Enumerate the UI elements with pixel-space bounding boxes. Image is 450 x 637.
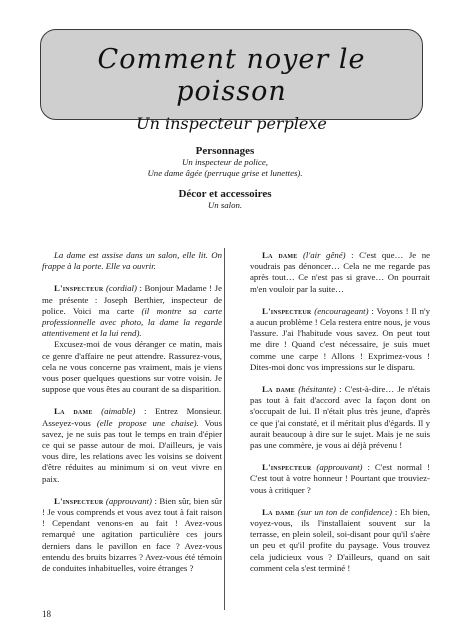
line-text: Vous savez, je ne suis pas tout le temps en train d'épier ce qui se passe autour de moi. D'ailleurs, je vais vous dire, les relations avec les voisins se doivent d'être réduites au minimum si on veut vivre en paix.	[42, 417, 222, 484]
dialogue-paragraph	[42, 496, 222, 574]
page-subtitle: Un inspecteur perplexe	[136, 114, 327, 133]
speaker-name: L'inspecteur	[262, 462, 312, 473]
dialogue-paragraph	[250, 384, 430, 451]
line-text: : C'est que… Je ne voudrais pas dénoncer… Cela ne me regarde pas après tout… Ce n'est pas si grave… On pourrait m'en vouloir par la suite…	[250, 250, 431, 294]
speaker-name: L'inspecteur	[54, 495, 104, 506]
dialogue-paragraph: Excusez-moi de vous déranger ce matin, mais ce genre d'affaire ne peut attendre. Rassurez-vous, cela ne vous concerne pas vraiment, mais je viens vous poser quelques questions sur votre voisin. Je suppose que vous êtes au courant de sa disparition.	[42, 339, 222, 395]
stage-note: (hésitante)	[298, 384, 336, 395]
dialogue-paragraph	[250, 306, 430, 373]
stage-note: (approuvant)	[105, 495, 152, 506]
stage-note: (l'air gêné)	[303, 250, 346, 260]
stage-note: (cordial)	[105, 283, 137, 294]
dialogue-paragraph	[250, 507, 430, 574]
cast-item: Une dame âgée (perruque grise et lunettes).	[147, 168, 303, 178]
stage-direction: La dame est assise dans un salon, elle lit. On frappe à la porte. Elle va ouvrir.	[42, 250, 222, 272]
stage-note: (il montre sa carte professionnelle avec photo, la dame la regarde attentivement et la lui rend).	[42, 305, 222, 339]
dialogue-paragraph	[250, 462, 430, 496]
page-title: Comment noyer le poisson	[97, 44, 366, 107]
speaker-name: La dame	[262, 250, 298, 260]
speaker-name: L'inspecteur	[262, 305, 312, 316]
title-banner	[40, 29, 423, 133]
right-column	[250, 250, 430, 585]
speaker-name: La dame	[262, 506, 295, 517]
cast-heading: Personnages	[195, 145, 255, 157]
dialogue-paragraph	[42, 406, 222, 484]
speaker-name: L'inspecteur	[54, 283, 104, 294]
left-column	[42, 250, 222, 585]
line-text: : Voyons ! Il n'y a aucun problème ! Cela restera entre nous, je vous l'assure. J'ai l'habitude vous savez. On peut tout me dire ! Quand c'est nécessaire, je suis muet comme une carpe ! Allons ! Exprimez-vous ! Dites-moi donc vos impressions sur le disparu.	[250, 305, 431, 372]
page-number: 18	[42, 609, 51, 619]
stage-note: (approuvant)	[316, 462, 363, 473]
setting-heading: Décor et accessoires	[178, 188, 272, 200]
stage-note: (encourageant)	[314, 305, 369, 316]
line-text: : Eh bien, voyez-vous, ils l'installaient souvent sur la terrasse, en plein soleil, soi-disant pour qu'il s'aère un peu et qu'il profite du paysage. Vous trouvez cela judicieux vous ? D'ailleurs, quand on sait comment cela s'est terminé !	[250, 506, 430, 573]
line-text: : C'est-à-dire… Je n'étais pas tout à fait d'accord avec la façon dont on s'occupait de lui. Il n'était plus très jeune, d'après ce que j'ai constaté, et il méritait plus d'égards. Il y aurait beaucoup à dire sur le sujet. Mais je ne suis pas une commère, je vous ai déjà prévenu !	[250, 384, 430, 451]
cast-section	[60, 146, 390, 211]
column-divider	[224, 248, 225, 610]
line-text: : Bonjour Madame ! Je me présente : Joseph Berthier, inspecteur de police. Voici ma carte	[42, 283, 222, 316]
stage-note: (sur un ton de confidence)	[297, 506, 393, 517]
stage-note: (elle propose une chaise).	[96, 417, 199, 428]
speaker-name: La dame	[54, 406, 93, 417]
line-text: : Entrez Monsieur. Asseyez-vous	[42, 406, 222, 428]
dialogue-paragraph	[250, 250, 430, 295]
dialogue-paragraph	[42, 283, 222, 339]
cast-item: Un inspecteur de police,	[182, 157, 268, 167]
setting-text: Un salon.	[207, 200, 243, 210]
line-text: : C'est normal ! C'est tout à votre honneur ! Pourtant que trouviez-vous à critiquer ?	[250, 462, 430, 495]
speaker-name: La dame	[262, 384, 296, 395]
stage-note: (aimable)	[101, 406, 136, 417]
line-text: : Bien sûr, bien sûr ! Je vous comprends et vous avez tout à fait raison ! Cependant venons-en au fait ! Avez-vous remarqué une agitation particulière ces jours derniers dans le pavillon en face ? Avez-vous entendu des bruits bizarres ? Avez-vous été témoin de conduites inhabituelles, voire étranges ?	[42, 495, 222, 574]
